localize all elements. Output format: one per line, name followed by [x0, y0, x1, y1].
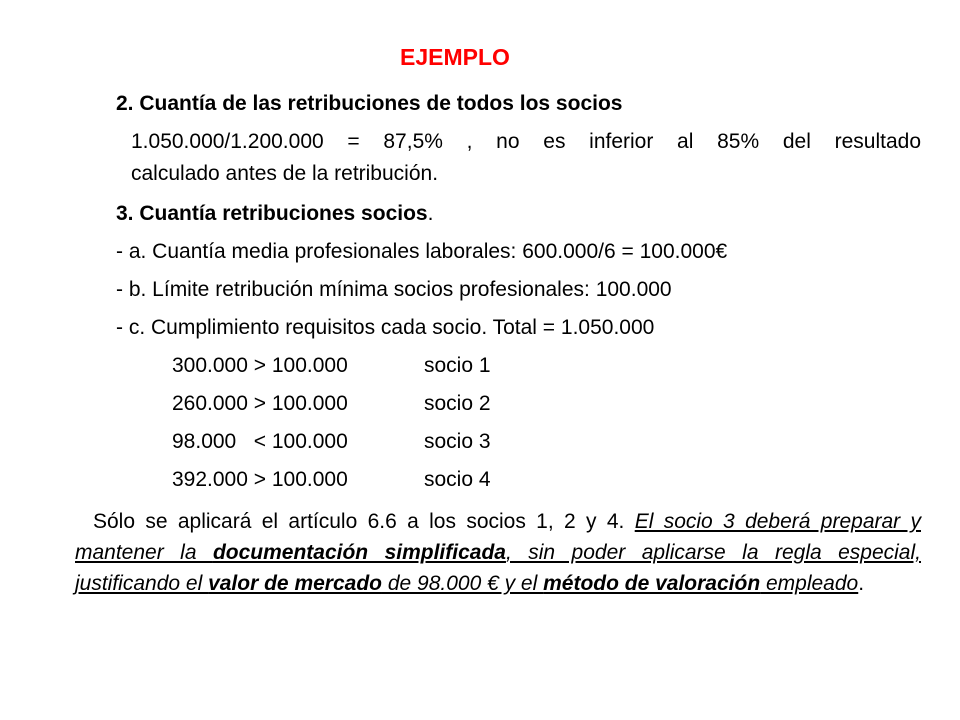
section2-text-line1: 1.050.000/1.200.000 = 87,5% , no es inferior al 85% del resultado — [131, 130, 921, 153]
slide-title: EJEMPLO — [400, 44, 510, 70]
socio-label: socio 3 — [424, 430, 491, 453]
socio-comparison: 98.000 < 100.000 — [172, 430, 348, 453]
socio-comparison: 300.000 > 100.000 — [172, 354, 348, 377]
conclusion-part4: , sin poder aplicarse la regla especial, justificando el — [75, 541, 921, 595]
conclusion-period: . — [858, 572, 865, 595]
socio-comparison: 392.000 > 100.000 — [172, 468, 348, 491]
section3-item-a: - a. Cuantía media profesionales laborales: 600.000/6 = 100.000€ — [116, 240, 728, 263]
conclusion-part8: empleado — [760, 572, 859, 595]
section3-heading-period: . — [427, 202, 434, 225]
section2-heading: 2. Cuantía de las retribuciones de todos los socios — [116, 92, 623, 115]
socio-label: socio 1 — [424, 354, 491, 377]
conclusion-valor-mercado: valor de mercado — [208, 572, 382, 595]
conclusion-part1: Sólo se aplicará el artículo 6.6 a los socios 1, 2 y 4. — [93, 510, 635, 533]
section2-text-line2: calculado antes de la retribución. — [131, 162, 439, 185]
conclusion-paragraph — [75, 506, 921, 599]
section3-item-b: - b. Límite retribución mínima socios profesionales: 100.000 — [116, 278, 672, 301]
conclusion-metodo-valoracion: método de valoración — [543, 572, 761, 595]
section3-heading: 3. Cuantía retribuciones socios — [116, 202, 428, 225]
conclusion-part6: de 98.000 € y el — [381, 572, 544, 595]
socio-label: socio 4 — [424, 468, 491, 491]
conclusion-part2: El socio 3 deberá preparar y mantener la — [75, 510, 921, 564]
section3-item-c: - c. Cumplimiento requisitos cada socio. Total = 1.050.000 — [116, 316, 655, 339]
socio-label: socio 2 — [424, 392, 491, 415]
socio-comparison: 260.000 > 100.000 — [172, 392, 348, 415]
conclusion-documentacion: documentación simplificada — [212, 541, 506, 564]
section3-heading-wrap — [116, 202, 433, 226]
